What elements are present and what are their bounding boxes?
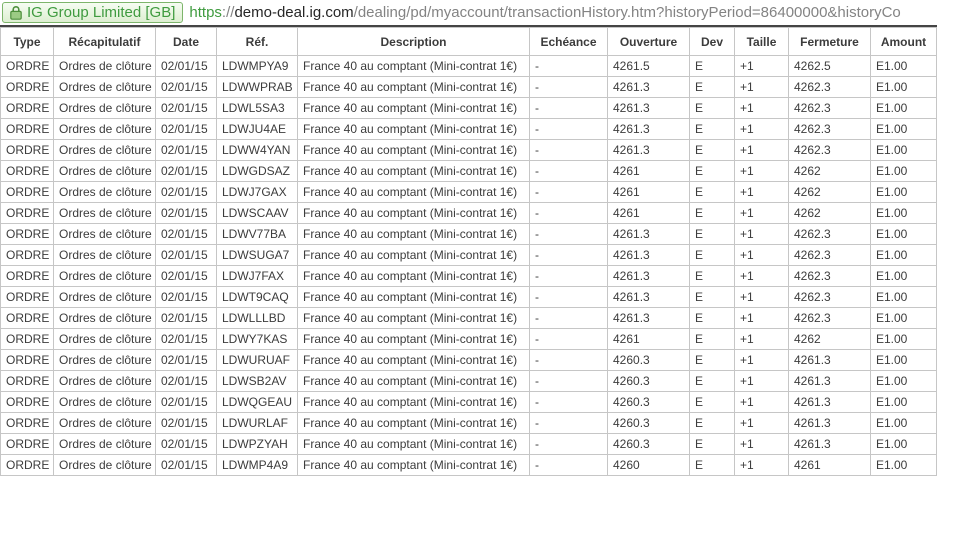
table-cell: Ordres de clôture: [54, 98, 156, 119]
table-cell: 02/01/15: [156, 224, 217, 245]
table-cell: E: [690, 413, 735, 434]
table-cell: France 40 au comptant (Mini-contrat 1€): [298, 203, 530, 224]
table-cell: E: [690, 224, 735, 245]
table-cell: +1: [735, 182, 789, 203]
table-cell: 4261.3: [608, 308, 690, 329]
url-scheme: https: [189, 4, 222, 21]
table-cell: E1.00: [871, 140, 937, 161]
table-cell: +1: [735, 413, 789, 434]
table-cell: LDWWPRAB: [217, 77, 298, 98]
table-cell: Ordres de clôture: [54, 266, 156, 287]
table-cell: 4262.3: [789, 119, 871, 140]
table-cell: E1.00: [871, 182, 937, 203]
table-cell: 4261.5: [608, 56, 690, 77]
table-cell: 4262.3: [789, 308, 871, 329]
table-row: [1, 182, 937, 203]
table-cell: Ordres de clôture: [54, 224, 156, 245]
table-cell: 4261.3: [608, 140, 690, 161]
table-cell: E1.00: [871, 98, 937, 119]
table-row: [1, 455, 937, 476]
table-cell: LDWSUGA7: [217, 245, 298, 266]
table-cell: E: [690, 161, 735, 182]
column-header-fermeture: Fermeture: [789, 28, 871, 56]
table-cell: -: [530, 308, 608, 329]
table-cell: +1: [735, 203, 789, 224]
table-cell: LDWJ7GAX: [217, 182, 298, 203]
table-cell: ORDRE: [1, 308, 54, 329]
table-cell: ORDRE: [1, 350, 54, 371]
transaction-table-body: [1, 56, 937, 476]
table-row: [1, 371, 937, 392]
table-cell: E: [690, 98, 735, 119]
table-cell: E: [690, 56, 735, 77]
table-cell: LDWMPYA9: [217, 56, 298, 77]
table-cell: +1: [735, 308, 789, 329]
table-cell: +1: [735, 98, 789, 119]
table-cell: 4261.3: [789, 350, 871, 371]
table-cell: France 40 au comptant (Mini-contrat 1€): [298, 98, 530, 119]
table-cell: E: [690, 140, 735, 161]
table-cell: 4261.3: [789, 413, 871, 434]
table-cell: LDWSB2AV: [217, 371, 298, 392]
table-cell: E1.00: [871, 392, 937, 413]
table-cell: +1: [735, 371, 789, 392]
table-row: [1, 56, 937, 77]
table-cell: 4261: [608, 203, 690, 224]
table-cell: 02/01/15: [156, 77, 217, 98]
table-cell: 4260.3: [608, 371, 690, 392]
column-header-ref: Réf.: [217, 28, 298, 56]
table-cell: ORDRE: [1, 161, 54, 182]
table-cell: 4262.3: [789, 224, 871, 245]
table-cell: 4262.3: [789, 266, 871, 287]
table-cell: Ordres de clôture: [54, 245, 156, 266]
table-cell: 4261.3: [608, 98, 690, 119]
table-cell: LDWJU4AE: [217, 119, 298, 140]
column-header-recapitulatif: Récapitulatif: [54, 28, 156, 56]
table-cell: -: [530, 140, 608, 161]
table-cell: +1: [735, 329, 789, 350]
table-cell: 4262: [789, 161, 871, 182]
table-row: [1, 266, 937, 287]
table-cell: France 40 au comptant (Mini-contrat 1€): [298, 224, 530, 245]
table-cell: +1: [735, 56, 789, 77]
table-cell: LDWL5SA3: [217, 98, 298, 119]
table-cell: E1.00: [871, 266, 937, 287]
ev-certificate-label: IG Group Limited [GB]: [27, 4, 176, 21]
table-cell: E: [690, 392, 735, 413]
table-cell: ORDRE: [1, 56, 54, 77]
table-cell: France 40 au comptant (Mini-contrat 1€): [298, 287, 530, 308]
table-cell: France 40 au comptant (Mini-contrat 1€): [298, 56, 530, 77]
table-cell: LDWW4YAN: [217, 140, 298, 161]
table-cell: +1: [735, 140, 789, 161]
table-cell: 4262.3: [789, 77, 871, 98]
column-header-amount: Amount: [871, 28, 937, 56]
table-cell: France 40 au comptant (Mini-contrat 1€): [298, 266, 530, 287]
table-cell: France 40 au comptant (Mini-contrat 1€): [298, 350, 530, 371]
table-cell: LDWY7KAS: [217, 329, 298, 350]
table-cell: ORDRE: [1, 182, 54, 203]
table-cell: -: [530, 203, 608, 224]
table-cell: ORDRE: [1, 413, 54, 434]
transaction-history-table: [0, 27, 937, 476]
table-cell: -: [530, 224, 608, 245]
ev-certificate-badge[interactable]: [2, 2, 183, 23]
table-cell: Ordres de clôture: [54, 182, 156, 203]
table-cell: -: [530, 392, 608, 413]
table-row: [1, 140, 937, 161]
table-cell: 4261.3: [608, 119, 690, 140]
table-cell: France 40 au comptant (Mini-contrat 1€): [298, 140, 530, 161]
table-cell: LDWV77BA: [217, 224, 298, 245]
table-cell: Ordres de clôture: [54, 203, 156, 224]
table-cell: -: [530, 56, 608, 77]
table-cell: ORDRE: [1, 98, 54, 119]
table-cell: France 40 au comptant (Mini-contrat 1€): [298, 434, 530, 455]
table-cell: ORDRE: [1, 140, 54, 161]
table-cell: 4261: [608, 329, 690, 350]
table-row: [1, 245, 937, 266]
table-cell: E: [690, 308, 735, 329]
table-cell: Ordres de clôture: [54, 140, 156, 161]
table-row: [1, 203, 937, 224]
table-cell: France 40 au comptant (Mini-contrat 1€): [298, 413, 530, 434]
table-cell: France 40 au comptant (Mini-contrat 1€): [298, 455, 530, 476]
table-cell: +1: [735, 77, 789, 98]
table-cell: ORDRE: [1, 245, 54, 266]
table-cell: 4261.3: [608, 287, 690, 308]
table-cell: 02/01/15: [156, 455, 217, 476]
table-cell: E1.00: [871, 245, 937, 266]
table-cell: Ordres de clôture: [54, 56, 156, 77]
table-cell: -: [530, 287, 608, 308]
table-cell: 02/01/15: [156, 329, 217, 350]
table-header-row: [1, 28, 937, 56]
table-cell: 4262.3: [789, 98, 871, 119]
table-cell: 4261.3: [608, 77, 690, 98]
table-cell: 4260.3: [608, 413, 690, 434]
transaction-history-section: [0, 25, 937, 476]
table-cell: E: [690, 119, 735, 140]
table-cell: 02/01/15: [156, 182, 217, 203]
table-cell: +1: [735, 119, 789, 140]
table-cell: LDWLLLBD: [217, 308, 298, 329]
url-path: /dealing/pd/myaccount/transactionHistory.htm?historyPeriod=86400000&historyCo: [353, 4, 901, 21]
table-cell: -: [530, 350, 608, 371]
table-cell: E: [690, 287, 735, 308]
table-cell: E1.00: [871, 287, 937, 308]
table-cell: E: [690, 77, 735, 98]
table-cell: -: [530, 245, 608, 266]
table-cell: -: [530, 266, 608, 287]
table-cell: Ordres de clôture: [54, 392, 156, 413]
table-row: [1, 434, 937, 455]
table-cell: +1: [735, 392, 789, 413]
table-cell: E1.00: [871, 329, 937, 350]
table-cell: 4262.3: [789, 245, 871, 266]
table-cell: 4262.3: [789, 287, 871, 308]
table-cell: 02/01/15: [156, 434, 217, 455]
column-header-type: Type: [1, 28, 54, 56]
table-cell: 4260.3: [608, 350, 690, 371]
table-cell: E1.00: [871, 56, 937, 77]
lock-icon: [10, 5, 22, 20]
table-cell: 4262: [789, 182, 871, 203]
table-cell: 4261: [608, 182, 690, 203]
table-cell: E: [690, 245, 735, 266]
table-row: [1, 98, 937, 119]
table-cell: -: [530, 119, 608, 140]
table-cell: LDWQGEAU: [217, 392, 298, 413]
table-cell: E1.00: [871, 455, 937, 476]
table-cell: ORDRE: [1, 371, 54, 392]
table-cell: France 40 au comptant (Mini-contrat 1€): [298, 329, 530, 350]
table-cell: -: [530, 98, 608, 119]
column-header-date: Date: [156, 28, 217, 56]
table-cell: Ordres de clôture: [54, 329, 156, 350]
table-cell: France 40 au comptant (Mini-contrat 1€): [298, 392, 530, 413]
table-cell: 02/01/15: [156, 161, 217, 182]
table-cell: LDWSCAAV: [217, 203, 298, 224]
table-cell: E1.00: [871, 308, 937, 329]
table-cell: 4262.5: [789, 56, 871, 77]
table-cell: E: [690, 350, 735, 371]
table-cell: 4260.3: [608, 434, 690, 455]
url-scheme-separator: ://: [221, 4, 235, 21]
table-cell: 4261: [789, 455, 871, 476]
table-cell: ORDRE: [1, 329, 54, 350]
column-header-taille: Taille: [735, 28, 789, 56]
table-cell: +1: [735, 287, 789, 308]
table-cell: E1.00: [871, 350, 937, 371]
table-cell: 02/01/15: [156, 392, 217, 413]
table-cell: E1.00: [871, 203, 937, 224]
table-cell: LDWT9CAQ: [217, 287, 298, 308]
table-cell: 4262: [789, 329, 871, 350]
table-row: [1, 329, 937, 350]
table-cell: 4260: [608, 455, 690, 476]
table-cell: +1: [735, 161, 789, 182]
table-cell: +1: [735, 350, 789, 371]
table-cell: 4261: [608, 161, 690, 182]
table-cell: France 40 au comptant (Mini-contrat 1€): [298, 182, 530, 203]
table-row: [1, 77, 937, 98]
table-cell: E: [690, 329, 735, 350]
table-cell: Ordres de clôture: [54, 77, 156, 98]
table-cell: ORDRE: [1, 434, 54, 455]
table-cell: 02/01/15: [156, 203, 217, 224]
table-cell: ORDRE: [1, 455, 54, 476]
table-cell: ORDRE: [1, 77, 54, 98]
table-cell: 02/01/15: [156, 56, 217, 77]
table-cell: 4261.3: [789, 434, 871, 455]
table-cell: E1.00: [871, 77, 937, 98]
table-cell: ORDRE: [1, 203, 54, 224]
table-cell: +1: [735, 245, 789, 266]
table-cell: ORDRE: [1, 392, 54, 413]
table-cell: France 40 au comptant (Mini-contrat 1€): [298, 119, 530, 140]
table-cell: ORDRE: [1, 287, 54, 308]
table-cell: 4261.3: [608, 224, 690, 245]
table-cell: 4262.3: [789, 140, 871, 161]
table-cell: +1: [735, 455, 789, 476]
column-header-echeance: Echéance: [530, 28, 608, 56]
table-cell: 4261.3: [608, 266, 690, 287]
table-cell: ORDRE: [1, 119, 54, 140]
table-cell: Ordres de clôture: [54, 287, 156, 308]
table-cell: E1.00: [871, 161, 937, 182]
column-header-ouverture: Ouverture: [608, 28, 690, 56]
table-cell: 02/01/15: [156, 98, 217, 119]
table-cell: E: [690, 203, 735, 224]
table-cell: -: [530, 161, 608, 182]
table-cell: +1: [735, 434, 789, 455]
table-cell: 02/01/15: [156, 413, 217, 434]
table-cell: France 40 au comptant (Mini-contrat 1€): [298, 371, 530, 392]
table-cell: Ordres de clôture: [54, 308, 156, 329]
table-cell: -: [530, 182, 608, 203]
table-cell: -: [530, 434, 608, 455]
table-cell: France 40 au comptant (Mini-contrat 1€): [298, 161, 530, 182]
table-row: [1, 287, 937, 308]
table-cell: E: [690, 182, 735, 203]
column-header-dev: Dev: [690, 28, 735, 56]
url-omnibox[interactable]: [189, 0, 960, 25]
table-cell: 4260.3: [608, 392, 690, 413]
table-cell: 02/01/15: [156, 308, 217, 329]
table-cell: 4261.3: [789, 371, 871, 392]
table-cell: E: [690, 266, 735, 287]
table-cell: E: [690, 434, 735, 455]
table-cell: E: [690, 455, 735, 476]
table-cell: E1.00: [871, 371, 937, 392]
table-cell: 02/01/15: [156, 371, 217, 392]
url-domain: demo-deal.ig.com: [234, 4, 354, 21]
table-cell: +1: [735, 266, 789, 287]
table-cell: Ordres de clôture: [54, 455, 156, 476]
table-cell: E1.00: [871, 413, 937, 434]
table-cell: 02/01/15: [156, 287, 217, 308]
table-cell: LDWMP4A9: [217, 455, 298, 476]
table-row: [1, 119, 937, 140]
table-cell: LDWPZYAH: [217, 434, 298, 455]
table-cell: Ordres de clôture: [54, 350, 156, 371]
table-cell: 02/01/15: [156, 119, 217, 140]
table-cell: Ordres de clôture: [54, 413, 156, 434]
table-cell: -: [530, 329, 608, 350]
table-cell: 02/01/15: [156, 350, 217, 371]
table-row: [1, 413, 937, 434]
table-cell: France 40 au comptant (Mini-contrat 1€): [298, 308, 530, 329]
table-cell: France 40 au comptant (Mini-contrat 1€): [298, 245, 530, 266]
browser-address-bar: [0, 0, 960, 25]
table-cell: LDWURUAF: [217, 350, 298, 371]
table-cell: France 40 au comptant (Mini-contrat 1€): [298, 77, 530, 98]
table-row: [1, 224, 937, 245]
table-row: [1, 308, 937, 329]
table-cell: E1.00: [871, 119, 937, 140]
table-cell: E1.00: [871, 434, 937, 455]
column-header-description: Description: [298, 28, 530, 56]
table-cell: E: [690, 371, 735, 392]
table-cell: -: [530, 77, 608, 98]
table-cell: Ordres de clôture: [54, 371, 156, 392]
table-cell: LDWJ7FAX: [217, 266, 298, 287]
table-cell: ORDRE: [1, 224, 54, 245]
table-cell: 02/01/15: [156, 266, 217, 287]
table-cell: LDWURLAF: [217, 413, 298, 434]
table-row: [1, 350, 937, 371]
table-cell: 02/01/15: [156, 140, 217, 161]
table-cell: E1.00: [871, 224, 937, 245]
table-cell: 02/01/15: [156, 245, 217, 266]
table-row: [1, 161, 937, 182]
table-cell: LDWGDSAZ: [217, 161, 298, 182]
table-cell: Ordres de clôture: [54, 434, 156, 455]
table-cell: ORDRE: [1, 266, 54, 287]
table-cell: Ordres de clôture: [54, 119, 156, 140]
table-cell: 4261.3: [789, 392, 871, 413]
table-cell: 4262: [789, 203, 871, 224]
table-row: [1, 392, 937, 413]
table-cell: +1: [735, 224, 789, 245]
table-cell: 4261.3: [608, 245, 690, 266]
table-cell: Ordres de clôture: [54, 161, 156, 182]
table-cell: -: [530, 413, 608, 434]
table-cell: -: [530, 455, 608, 476]
table-cell: -: [530, 371, 608, 392]
